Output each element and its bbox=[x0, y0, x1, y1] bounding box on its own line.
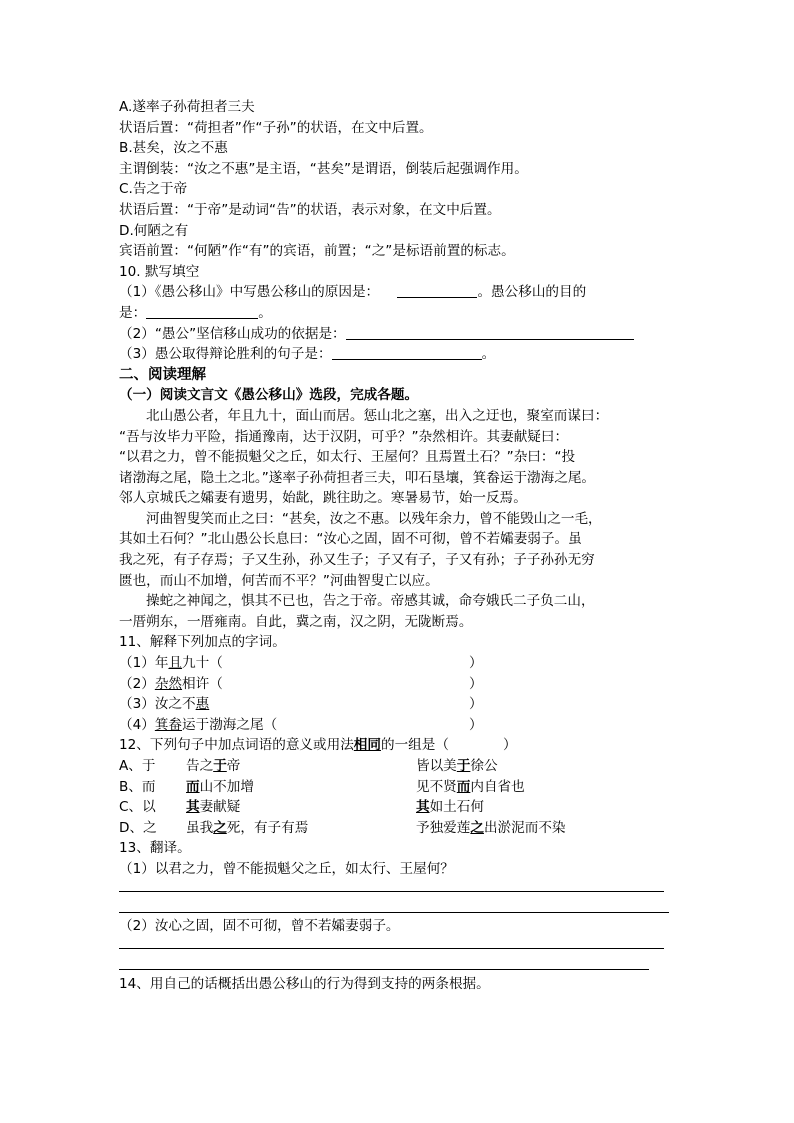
q12-option-row[interactable]: C、以 其妻献疑 其如土石何 bbox=[119, 799, 484, 816]
q13-title: 13、翻译。 bbox=[119, 840, 191, 857]
dotted-word: 箕畚 bbox=[154, 716, 183, 733]
option-b-explanation: 主谓倒装：“汝之不惠”是主语，“甚矣”是谓语，倒装后起强调作用。 bbox=[119, 160, 528, 177]
q10-blank-1[interactable] bbox=[397, 282, 477, 298]
passage-line: 北山愚公者，年且九十，面山而居。惩山北之塞，出入之迂也，聚室而谋曰： bbox=[146, 407, 609, 424]
option-d-explanation: 宾语前置：“何陋”作“有”的宾语，前置；“之”是标语前置的标志。 bbox=[119, 243, 515, 260]
passage bbox=[119, 406, 679, 633]
answer-paren[interactable]: ） bbox=[469, 655, 483, 672]
passage-line: 匮也，而山不加增，何苦而不平？”河曲智叟亡以应。 bbox=[119, 572, 439, 589]
passage-line: 诸渤海之尾，隐土之北。”遂率子孙荷担者三夫，叩石垦壤，箕畚运于渤海之尾。 bbox=[119, 469, 596, 486]
answer-paren[interactable]: ） bbox=[469, 675, 483, 692]
q10-item-1-cont: 是： 。 bbox=[119, 304, 272, 321]
q10-blank-2[interactable] bbox=[146, 303, 258, 319]
q13-item-2: （2）汝心之固，固不可彻，曾不若孀妻弱子。 bbox=[119, 917, 400, 934]
q10-item-2: （2）“愚公”坚信移山成功的依据是： bbox=[119, 324, 679, 345]
option-b-text: B.甚矣，汝之不惠 bbox=[119, 140, 228, 157]
q12-option-row[interactable]: A、于 告之于帝 皆以美于徐公 bbox=[119, 758, 498, 774]
q14-title: 14、用自己的话概括出愚公移山的行为得到支持的两条根据。 bbox=[119, 976, 490, 993]
option-c-explanation: 状语后置：“于帝”是动词“告”的状语，表示对象，在文中后置。 bbox=[119, 201, 501, 218]
q10-item-3: （3）愚公取得辩论胜利的句子是： 。 bbox=[119, 346, 496, 363]
passage-line: 我之死，有子存焉；子又生孙，孙又生子；子又有子，子又有孙；子子孙孙无穷 bbox=[119, 552, 595, 569]
passage-line: 邻人京城氏之孀妻有遗男，始龀，跳往助之。寒暑易节，始一反焉。 bbox=[119, 490, 527, 507]
q11-item: （1）年且九十（ ） bbox=[119, 653, 679, 674]
section-2-title: 二、阅读理解 bbox=[119, 366, 206, 383]
passage-line: “以君之力，曾不能损魁父之丘，如太行、王屋何？且焉置土石？”杂曰：“投 bbox=[119, 449, 576, 466]
worksheet-page bbox=[119, 97, 679, 995]
option-c-text: C.告之于帝 bbox=[119, 181, 188, 198]
q10-blank-3[interactable] bbox=[346, 324, 634, 340]
option-a-explanation: 状语后置：“荷担者”作“子孙”的状语，在文中后置。 bbox=[119, 119, 433, 136]
q11-title: 11、解释下列加点的字词。 bbox=[119, 634, 286, 651]
passage-line: “吾与汝毕力平险，指通豫南，达于汉阴，可乎？”杂然相许。其妻献疑曰： bbox=[119, 428, 569, 445]
passage-line: 其如土石何？”北山愚公长息曰：“汝心之固，固不可彻，曾不若孀妻弱子。虽 bbox=[119, 531, 582, 548]
option-a-text: A.遂率子孙荷担者三夫 bbox=[119, 99, 255, 115]
q11-item: （2）杂然相许（ ） bbox=[119, 674, 679, 695]
dotted-word: 且 bbox=[168, 655, 183, 672]
passage-line: 一厝朔东，一厝雍南。自此，冀之南，汉之阴，无陇断焉。 bbox=[119, 613, 473, 630]
dotted-word: 惠 bbox=[195, 696, 210, 713]
q10-title: 10. 默写填空 bbox=[119, 263, 200, 280]
option-d-text: D.何陋之有 bbox=[119, 222, 189, 239]
q12-option-row[interactable]: B、而 而山不加增 见不贤而内自省也 bbox=[119, 778, 525, 795]
section-2-subtitle: （一）阅读文言文《愚公移山》选段，完成各题。 bbox=[119, 387, 419, 404]
q10-item-1: （1）《愚公移山》中写愚公移山的原因是： 。愚公移山的目的 bbox=[119, 284, 587, 301]
answer-paren[interactable]: ） bbox=[469, 716, 483, 733]
q13-item-1: （1）以君之力，曾不能损魁父之丘，如太行、王屋何？ bbox=[119, 860, 454, 877]
answer-line[interactable] bbox=[119, 912, 669, 913]
q11-item: （4）箕畚运于渤海之尾（ ） bbox=[119, 715, 679, 736]
q10-blank-4[interactable] bbox=[332, 344, 482, 360]
passage-line: 操蛇之神闻之，惧其不已也，告之于帝。帝感其诚，命夸娥氏二子负二山， bbox=[146, 593, 595, 610]
answer-paren[interactable]: ） bbox=[469, 696, 483, 713]
answer-line[interactable] bbox=[119, 969, 649, 970]
dotted-word: 杂然 bbox=[154, 675, 183, 692]
passage-line: 河曲智叟笑而止之曰：“甚矣，汝之不惠。以残年余力，曾不能毁山之一毛， bbox=[146, 510, 602, 527]
q12-title: 12、下列句子中加点词语的意义或用法相同的一组是（ ） bbox=[119, 737, 517, 754]
q12-option-row[interactable]: D、之 虽我之死，有子有焉 予独爱莲之出淤泥而不染 bbox=[119, 819, 566, 836]
q11-item: （3）汝之不惠 ） bbox=[119, 694, 679, 715]
